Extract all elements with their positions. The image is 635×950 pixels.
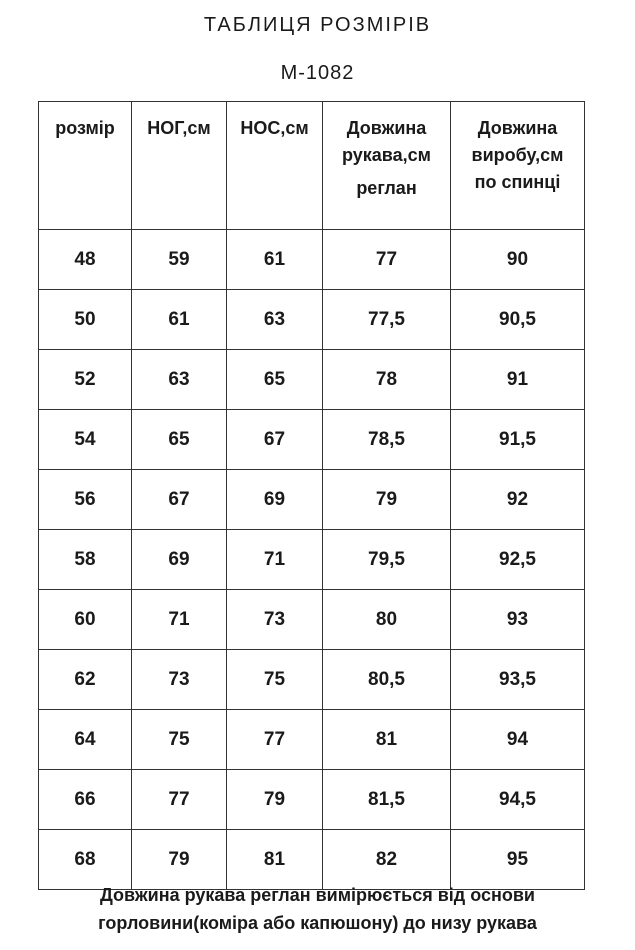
cell-size: 66 [39, 770, 132, 830]
cell-chest: 79 [132, 830, 227, 890]
cell-hips: 79 [227, 770, 323, 830]
cell-hips: 63 [227, 290, 323, 350]
cell-size: 48 [39, 230, 132, 290]
cell-hips: 77 [227, 710, 323, 770]
cell-size: 64 [39, 710, 132, 770]
footnote-line-2: горловини(коміра або капюшону) до низу рукава [98, 913, 537, 933]
cell-back-length: 95 [451, 830, 585, 890]
cell-chest: 67 [132, 470, 227, 530]
cell-chest: 75 [132, 710, 227, 770]
cell-size: 62 [39, 650, 132, 710]
cell-hips: 73 [227, 590, 323, 650]
cell-back-length: 93 [451, 590, 585, 650]
cell-chest: 65 [132, 410, 227, 470]
cell-size: 54 [39, 410, 132, 470]
header-back-line-1: Довжина [477, 118, 558, 138]
cell-chest: 69 [132, 530, 227, 590]
cell-back-length: 90 [451, 230, 585, 290]
header-size [39, 102, 132, 230]
cell-size: 56 [39, 470, 132, 530]
table-row [39, 590, 585, 650]
header-sleeve-line-1: Довжина [346, 118, 427, 138]
cell-sleeve: 80 [323, 590, 451, 650]
cell-hips: 71 [227, 530, 323, 590]
cell-size: 50 [39, 290, 132, 350]
cell-sleeve: 81 [323, 710, 451, 770]
cell-back-length: 92 [451, 470, 585, 530]
header-back-length [451, 102, 585, 230]
header-row [39, 102, 585, 230]
cell-sleeve: 78 [323, 350, 451, 410]
cell-chest: 61 [132, 290, 227, 350]
cell-chest: 59 [132, 230, 227, 290]
cell-size: 60 [39, 590, 132, 650]
cell-back-length: 94,5 [451, 770, 585, 830]
cell-chest: 71 [132, 590, 227, 650]
cell-sleeve: 77,5 [323, 290, 451, 350]
cell-chest: 73 [132, 650, 227, 710]
table-row [39, 650, 585, 710]
cell-hips: 69 [227, 470, 323, 530]
cell-back-length: 93,5 [451, 650, 585, 710]
cell-chest: 77 [132, 770, 227, 830]
cell-size: 58 [39, 530, 132, 590]
header-back-line-3: по спинці [474, 172, 561, 192]
cell-back-length: 92,5 [451, 530, 585, 590]
footnote [0, 881, 635, 937]
table-row [39, 350, 585, 410]
table-row [39, 710, 585, 770]
footnote-line-1: Довжина рукава реглан вимірюється від основи [100, 885, 535, 905]
cell-chest: 63 [132, 350, 227, 410]
header-size-line-1: розмір [55, 118, 115, 138]
cell-size: 68 [39, 830, 132, 890]
model-number: M-1082 [280, 62, 355, 84]
cell-hips: 75 [227, 650, 323, 710]
cell-sleeve: 78,5 [323, 410, 451, 470]
cell-hips: 65 [227, 350, 323, 410]
table-row [39, 230, 585, 290]
cell-size: 52 [39, 350, 132, 410]
table-body [39, 230, 585, 890]
header-hips [227, 102, 323, 230]
cell-back-length: 90,5 [451, 290, 585, 350]
cell-sleeve: 81,5 [323, 770, 451, 830]
page-title: ТАБЛИЦЯ РОЗМІРІВ [203, 14, 432, 36]
cell-sleeve: 82 [323, 830, 451, 890]
table-row [39, 770, 585, 830]
cell-back-length: 91,5 [451, 410, 585, 470]
header-hips-line-1: НОС,см [240, 118, 309, 138]
table-row [39, 470, 585, 530]
cell-hips: 61 [227, 230, 323, 290]
cell-hips: 81 [227, 830, 323, 890]
size-table [38, 101, 585, 890]
header-sleeve-line-2: рукава,см [342, 145, 431, 165]
header-sleeve-extra: реглан [356, 178, 417, 198]
header-chest [132, 102, 227, 230]
table-row [39, 410, 585, 470]
cell-sleeve: 80,5 [323, 650, 451, 710]
header-sleeve-length [323, 102, 451, 230]
cell-sleeve: 79 [323, 470, 451, 530]
cell-back-length: 91 [451, 350, 585, 410]
header-chest-line-1: НОГ,см [147, 118, 211, 138]
table-row [39, 290, 585, 350]
table-row [39, 530, 585, 590]
cell-back-length: 94 [451, 710, 585, 770]
cell-sleeve: 79,5 [323, 530, 451, 590]
header-back-line-2: виробу,см [471, 145, 564, 165]
cell-sleeve: 77 [323, 230, 451, 290]
cell-hips: 67 [227, 410, 323, 470]
